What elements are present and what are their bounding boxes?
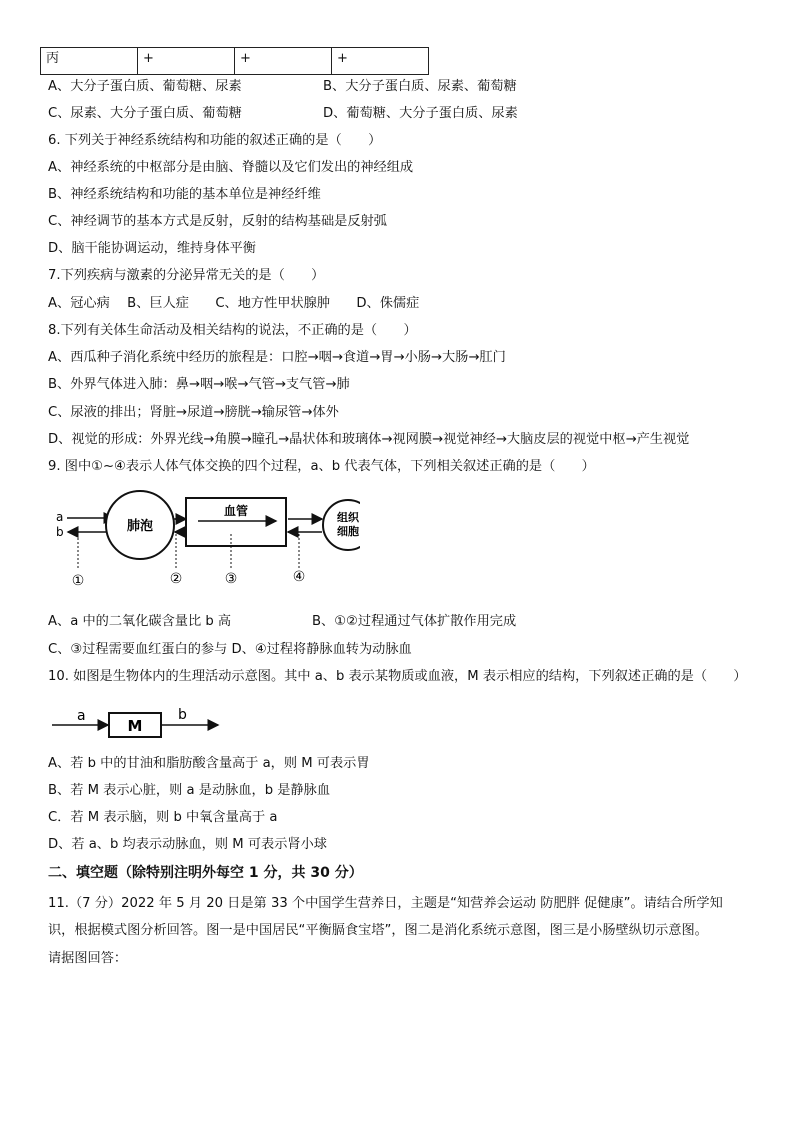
text-line-q9b: B、①②过程通过气体扩散作用完成 — [312, 614, 517, 629]
text-line-q6a: A、神经系统的中枢部分是由脑、脊髓以及它们发出的神经组成 — [48, 160, 414, 175]
text-line-q5d: D、葡萄糖、大分子蛋白质、尿素 — [323, 106, 518, 121]
text-line-q7: 7.下列疾病与激素的分泌异常无关的是（ ） — [48, 268, 325, 283]
text-line-q6c: C、神经调节的基本方式是反射，反射的结构基础是反射弧 — [48, 214, 387, 229]
text-line-q5b: B、大分子蛋白质、尿素、葡萄糖 — [323, 79, 517, 94]
text-line-q10b: B、若 M 表示心脏，则 a 是动脉血，b 是静脉血 — [48, 783, 331, 798]
table-row — [41, 48, 429, 75]
text-line-q8a: A、西瓜种子消化系统中经历的旅程是：口腔→咽→食道→胃→小肠→大肠→肛门 — [48, 350, 506, 365]
label-a: a — [56, 510, 64, 524]
flow-diagram-a-m-b — [50, 700, 230, 744]
text-line-q10: 10. 如图是生物体内的生理活动示意图。其中 a、b 表示某物质或血液，M 表示相应的结构，下列叙述正确的是（ ） — [48, 669, 747, 684]
label-b: b — [56, 525, 64, 539]
text-line-q9: 9. 图中①~④表示人体气体交换的四个过程，a、b 代表气体，下列相关叙述正确的是（ ） — [48, 459, 595, 474]
gas-exchange-diagram — [50, 488, 360, 604]
process-2-label: ② — [169, 571, 183, 587]
text-line-q11b: 识，根据模式图分析回答。图一是中国居民“平衡膈食宝塔”，图二是消化系统示意图，图三是小肠壁纵切示意图。 — [48, 923, 708, 938]
text-line-q9a: A、a 中的二氧化碳含量比 b 高 — [48, 614, 232, 629]
text-line-q11c: 请据图回答： — [48, 951, 128, 966]
table-cell: + — [138, 48, 235, 75]
tissue-label-2: 细胞 — [337, 525, 359, 538]
text-line-q11a: 11.（7 分）2022 年 5 月 20 日是第 33 个中国学生营养日，主题是“知营养会运动 防肥胖 促健康”。请结合所学知 — [48, 896, 723, 911]
text-line-q6d: D、脑干能协调运动，维持身体平衡 — [48, 241, 256, 256]
text-line-sec2: 二、填空题（除特别注明外每空 1 分，共 30 分） — [48, 865, 363, 881]
text-line-q10a: A、若 b 中的甘油和脂肪酸含量高于 a，则 M 可表示胃 — [48, 756, 370, 771]
text-line-q6b: B、神经系统结构和功能的基本单位是神经纤维 — [48, 187, 321, 202]
text-line-q7opts: A、冠心病 B、巨人症 C、地方性甲状腺肿 D、侏儒症 — [48, 296, 420, 311]
text-line-q9cd: C、③过程需要血红蛋白的参与 D、④过程将静脉血转为动脉血 — [48, 642, 412, 657]
text-line-q10d: D、若 a、b 均表示动脉血，则 M 可表示肾小球 — [48, 837, 327, 852]
table-cell: + — [332, 48, 429, 75]
process-4-label: ④ — [292, 569, 306, 585]
vessel-label: 血管 — [223, 504, 249, 518]
text-line-q6: 6. 下列关于神经系统结构和功能的叙述正确的是（ ） — [48, 133, 382, 148]
text-line-q5a: A、大分子蛋白质、葡萄糖、尿素 — [48, 79, 242, 94]
text-line-q8: 8.下列有关体生命活动及相关结构的说法，不正确的是（ ） — [48, 323, 417, 338]
answer-table — [40, 47, 429, 75]
text-line-q5c: C、尿素、大分子蛋白质、葡萄糖 — [48, 106, 242, 121]
text-line-q8d: D、视觉的形成：外界光线→角膜→瞳孔→晶状体和玻璃体→视网膜→视觉神经→大脑皮层的视觉中枢→产生视觉 — [48, 432, 690, 447]
tissue-label-1: 组织 — [337, 511, 359, 524]
label-b: b — [178, 707, 187, 723]
table-cell: + — [235, 48, 332, 75]
text-line-q8c: C、尿液的排出；肾脏→尿道→膀胱→输尿管→体外 — [48, 405, 339, 420]
alveolus-label: 肺泡 — [126, 519, 154, 534]
text-line-q10c: C．若 M 表示脑，则 b 中氧含量高于 a — [48, 810, 278, 825]
label-m: M — [127, 717, 143, 735]
label-a: a — [77, 708, 86, 724]
table-cell: 丙 — [41, 48, 138, 75]
process-1-label: ① — [71, 573, 85, 589]
text-line-q8b: B、外界气体进入肺：鼻→咽→喉→气管→支气管→肺 — [48, 377, 350, 392]
process-3-label: ③ — [224, 571, 238, 587]
